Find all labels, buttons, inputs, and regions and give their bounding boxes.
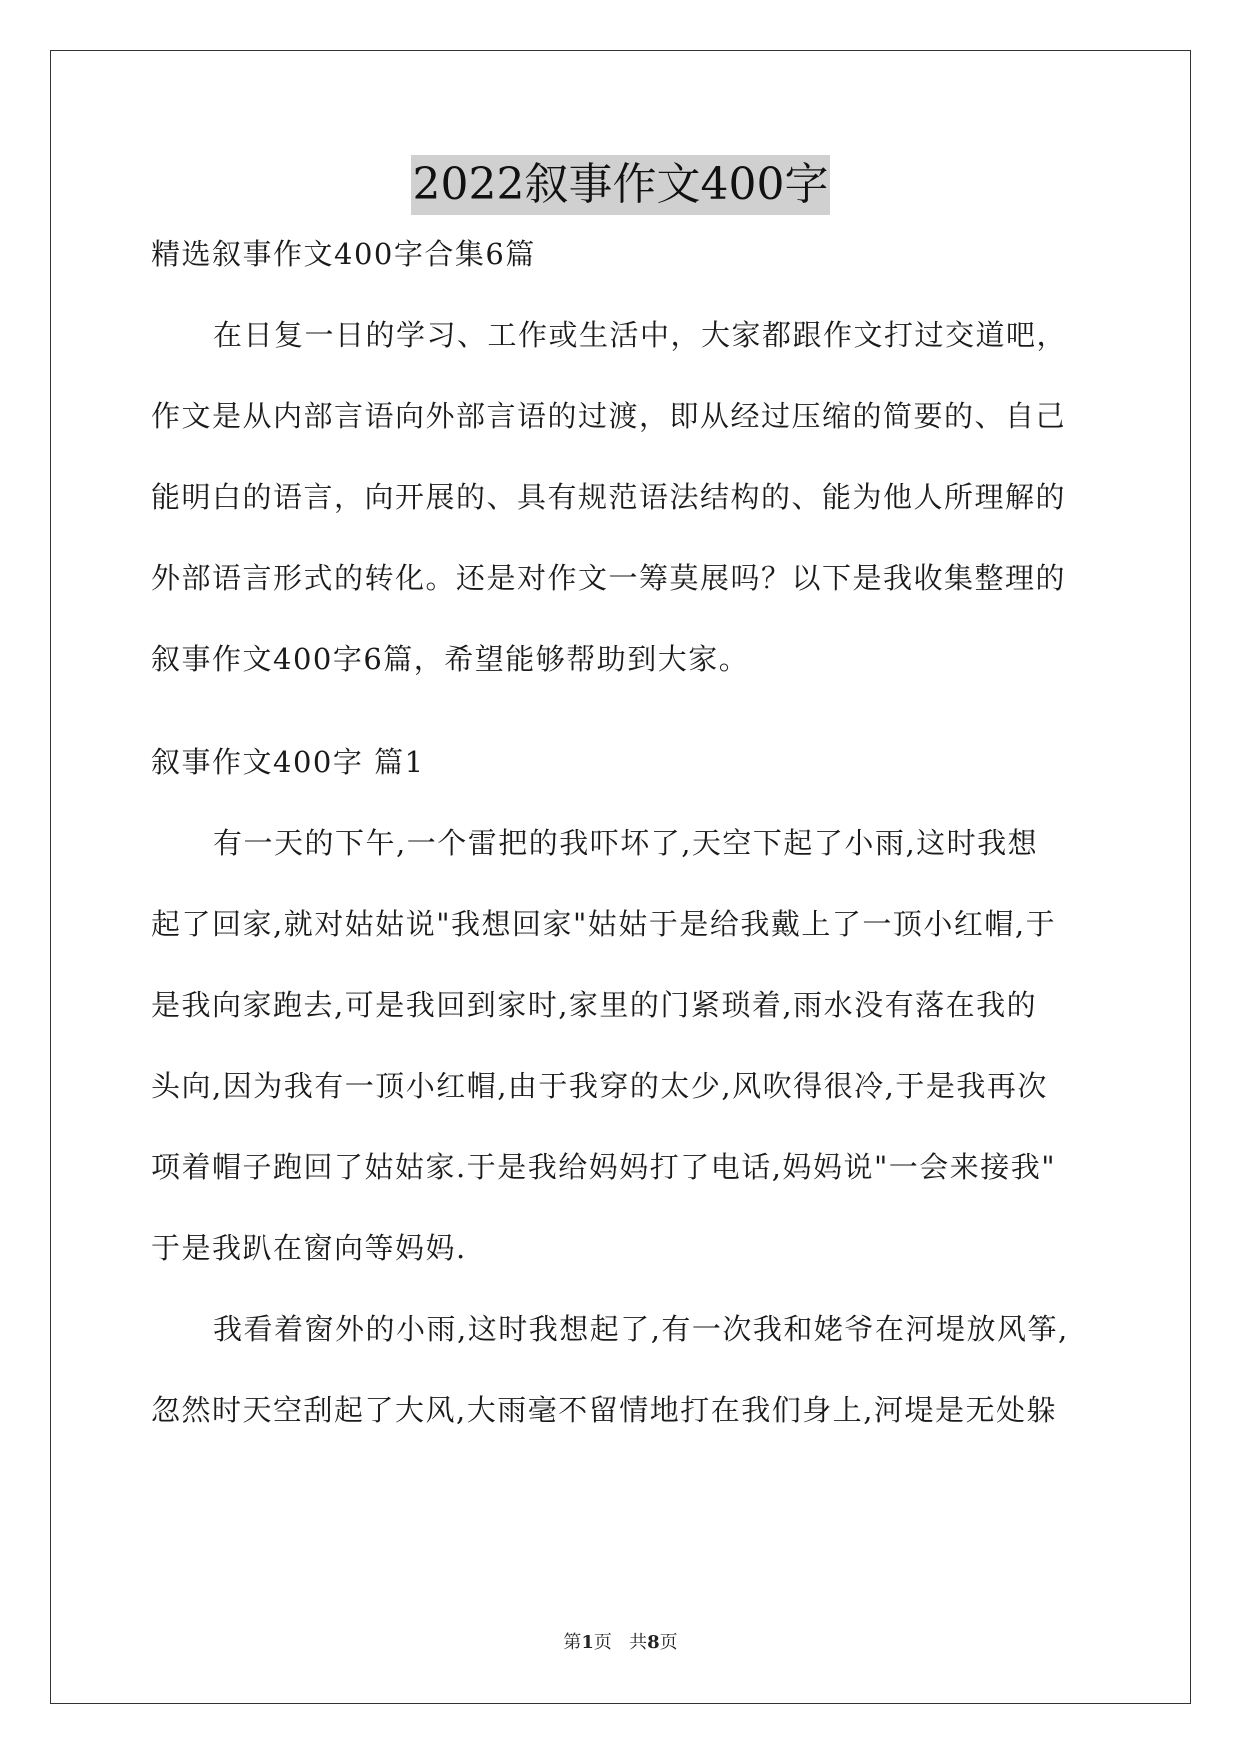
title-container — [0, 155, 1241, 215]
document-body-section1 — [151, 722, 1091, 1451]
paragraph-line: 忽然时天空刮起了大风,大雨毫不留情地打在我们身上,河堤是无处躲 — [151, 1393, 1057, 1427]
document-title: 2022叙事作文400字 — [411, 155, 831, 215]
page-footer — [0, 1628, 1241, 1654]
intro-line: 外部语言形式的转化。还是对作文一筹莫展吗？以下是我收集整理的 — [151, 561, 1067, 595]
document-subtitle: 精选叙事作文400字合集6篇 — [151, 237, 536, 271]
paragraph-line: 是我向家跑去,可是我回到家时,家里的门紧琐着,雨水没有落在我的 — [151, 988, 1038, 1022]
footer-total-suffix: 页 — [659, 1632, 678, 1653]
paragraph-line: 于是我趴在窗向等妈妈. — [151, 1231, 467, 1265]
paragraph-line: 有一天的下午,一个雷把的我吓坏了,天空下起了小雨,这时我想 — [213, 826, 1039, 860]
paragraph-line: 我看着窗外的小雨,这时我想起了,有一次我和姥爷在河堤放风筝, — [213, 1312, 1069, 1346]
intro-line: 作文是从内部言语向外部言语的过渡，即从经过压缩的简要的、自己 — [151, 399, 1067, 433]
intro-line: 在日复一日的学习、工作或生活中，大家都跟作文打过交道吧， — [213, 318, 1068, 352]
intro-line: 能明白的语言，向开展的、具有规范语法结构的、能为他人所理解的 — [151, 480, 1067, 514]
section-heading: 叙事作文400字 篇1 — [151, 745, 425, 779]
paragraph-line: 项着帽子跑回了姑姑家.于是我给妈妈打了电话,妈妈说"一会来接我" — [151, 1150, 1057, 1184]
paragraph-line: 起了回家,就对姑姑说"我想回家"姑姑于是给我戴上了一顶小红帽,于 — [151, 907, 1057, 941]
intro-line: 叙事作文400字6篇，希望能够帮助到大家。 — [151, 642, 750, 676]
footer-page-word: 页 — [593, 1632, 612, 1653]
footer-prefix: 第 — [563, 1632, 582, 1653]
current-page-number: 1 — [581, 1632, 594, 1653]
document-body-intro — [151, 214, 1091, 700]
total-page-count: 8 — [647, 1632, 660, 1653]
paragraph-line: 头向,因为我有一顶小红帽,由于我穿的太少,风吹得很冷,于是我再次 — [151, 1069, 1048, 1103]
footer-total-prefix: 共 — [629, 1632, 648, 1653]
